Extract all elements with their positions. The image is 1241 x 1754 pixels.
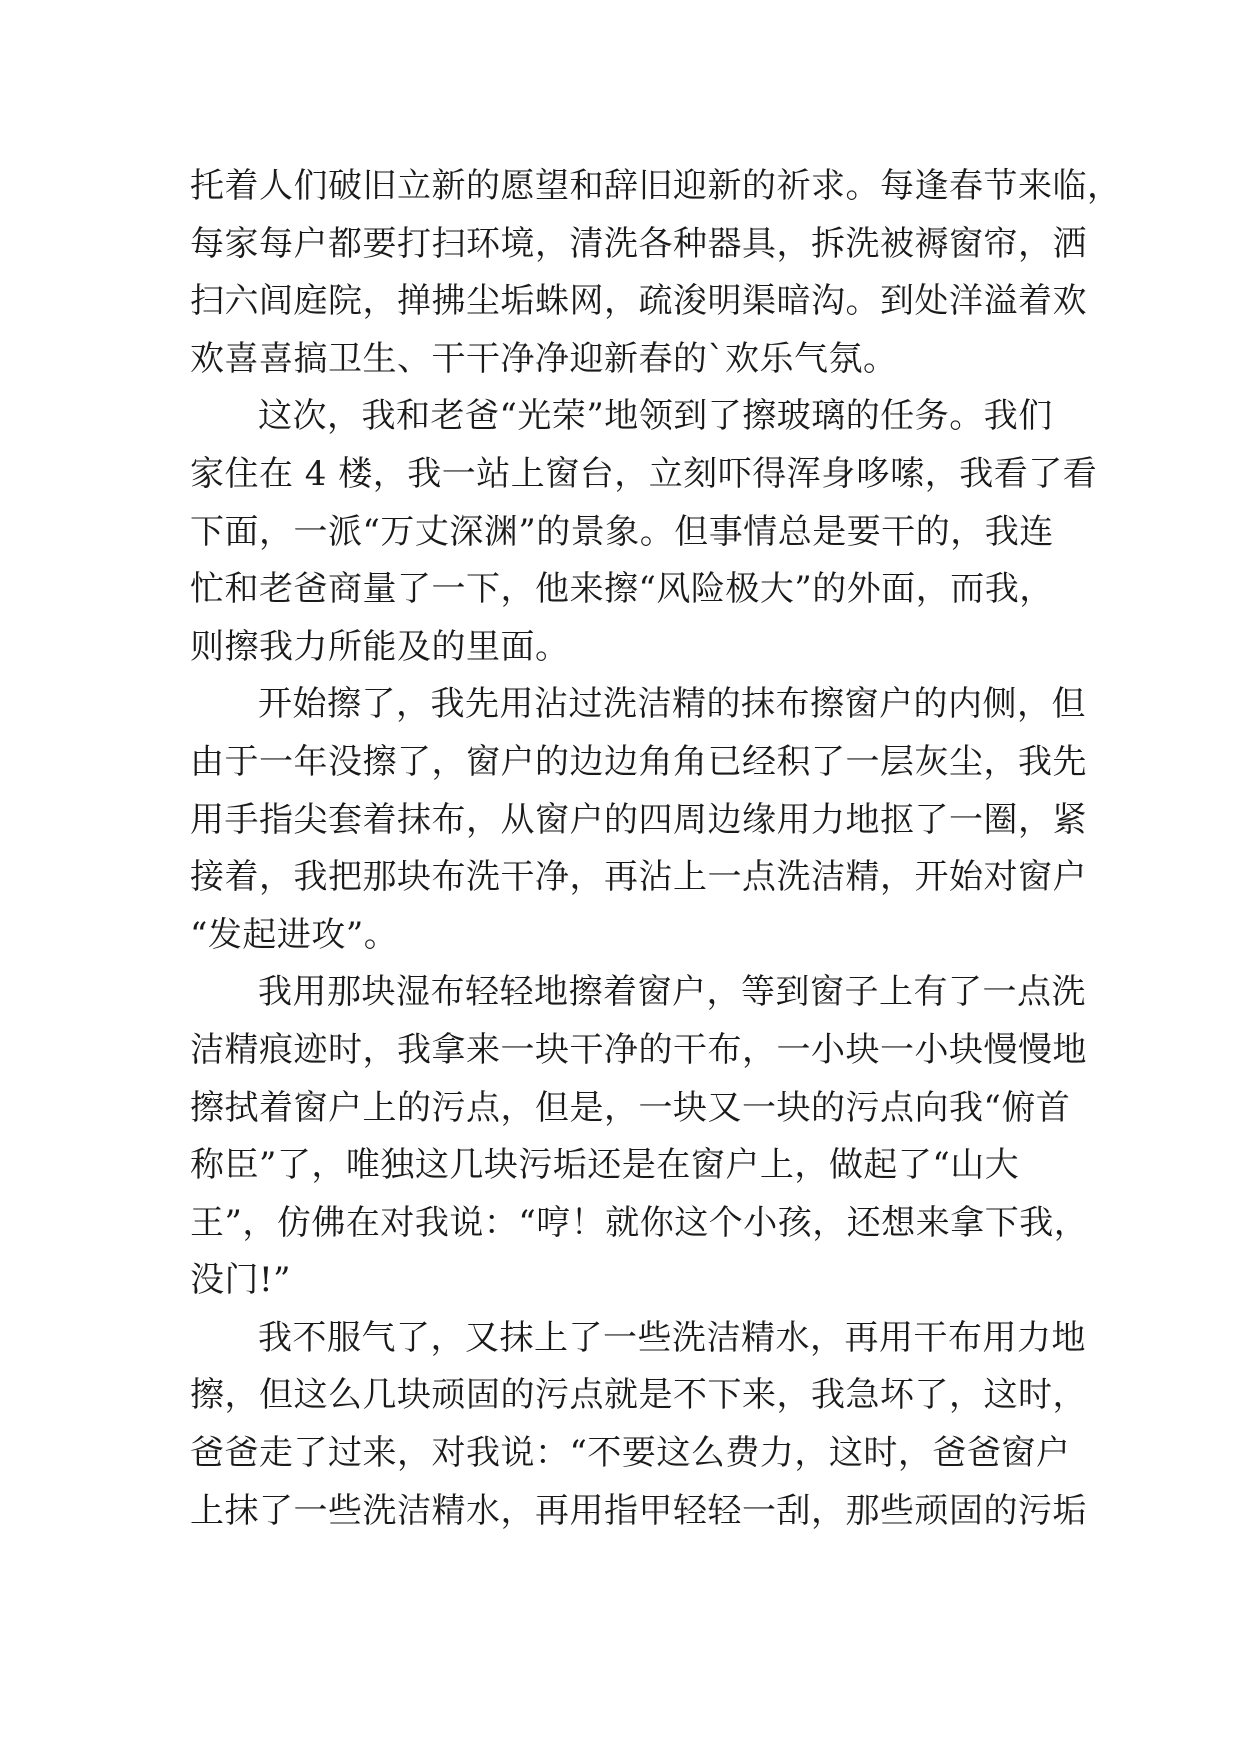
text-line: 则擦我力所能及的里面。	[190, 626, 570, 667]
text-line: 由于一年没擦了，窗户的边边角角已经积了一层灰尘，我先	[190, 741, 1087, 782]
text-line: 接着，我把那块布洗干净，再沾上一点洗洁精，开始对窗户	[190, 857, 1087, 898]
text-line: 每家每户都要打扫环境，清洗各种器具，拆洗被褥窗帘，洒	[190, 223, 1087, 264]
text-line: 洁精痕迹时，我拿来一块干净的干布，一小块一小块慢慢地	[190, 1029, 1087, 1070]
text-line: 这次，我和老爸“光荣”地领到了擦玻璃的任务。我们	[258, 396, 1053, 437]
text-line: 家住在 4 楼，我一站上窗台，立刻吓得浑身哆嗦，我看了看	[190, 453, 1098, 494]
paragraph-2	[190, 388, 1098, 676]
text-line: “发起进攻”。	[190, 914, 399, 955]
body-text	[190, 158, 1122, 1540]
text-line: 下面，一派“万丈深渊”的景象。但事情总是要干的，我连	[190, 511, 1054, 552]
text-line: 托着人们破旧立新的愿望和辞旧迎新的祈求。每逢春节来临，	[190, 166, 1122, 206]
text-line: 我用那块湿布轻轻地擦着窗户，等到窗子上有了一点洗	[258, 972, 1086, 1013]
paragraph-4	[190, 964, 1089, 1310]
paragraph-3	[190, 676, 1087, 964]
text-line: 欢喜喜搞卫生、干干净净迎新春的`欢乐气氛。	[190, 338, 898, 379]
text-line: 擦，但这么几块顽固的污点就是不下来，我急坏了，这时，	[190, 1375, 1087, 1416]
text-line: 开始擦了，我先用沾过洗洁精的抹布擦窗户的内侧，但	[258, 684, 1086, 725]
text-line: 爸爸走了过来，对我说：“不要这么费力，这时，爸爸窗户	[190, 1433, 1071, 1474]
text-line: 扫六闾庭院，掸拂尘垢蛛网，疏浚明渠暗沟。到处洋溢着欢	[190, 281, 1087, 322]
text-line: 没门!”	[190, 1260, 292, 1301]
paragraph-5	[190, 1310, 1087, 1540]
text-line: 称臣”了，唯独这几块污垢还是在窗户上，做起了“山大	[190, 1145, 1020, 1186]
text-line: 忙和老爸商量了一下，他来擦“风险极大”的外面，而我，	[190, 569, 1054, 610]
text-line: 擦拭着窗户上的污点，但是，一块又一块的污点向我“俯首	[190, 1087, 1071, 1128]
text-line: 我不服气了，又抹上了一些洗洁精水，再用干布用力地	[258, 1317, 1086, 1358]
text-line: 上抹了一些洗洁精水，再用指甲轻轻一刮，那些顽固的污垢	[190, 1490, 1087, 1531]
text-line: 王”，仿佛在对我说：“哼！就你这个小孩，还想来拿下我，	[190, 1202, 1089, 1243]
paragraph-1	[190, 158, 1122, 388]
text-line: 用手指尖套着抹布，从窗户的四周边缘用力地抠了一圈，紧	[190, 799, 1087, 840]
